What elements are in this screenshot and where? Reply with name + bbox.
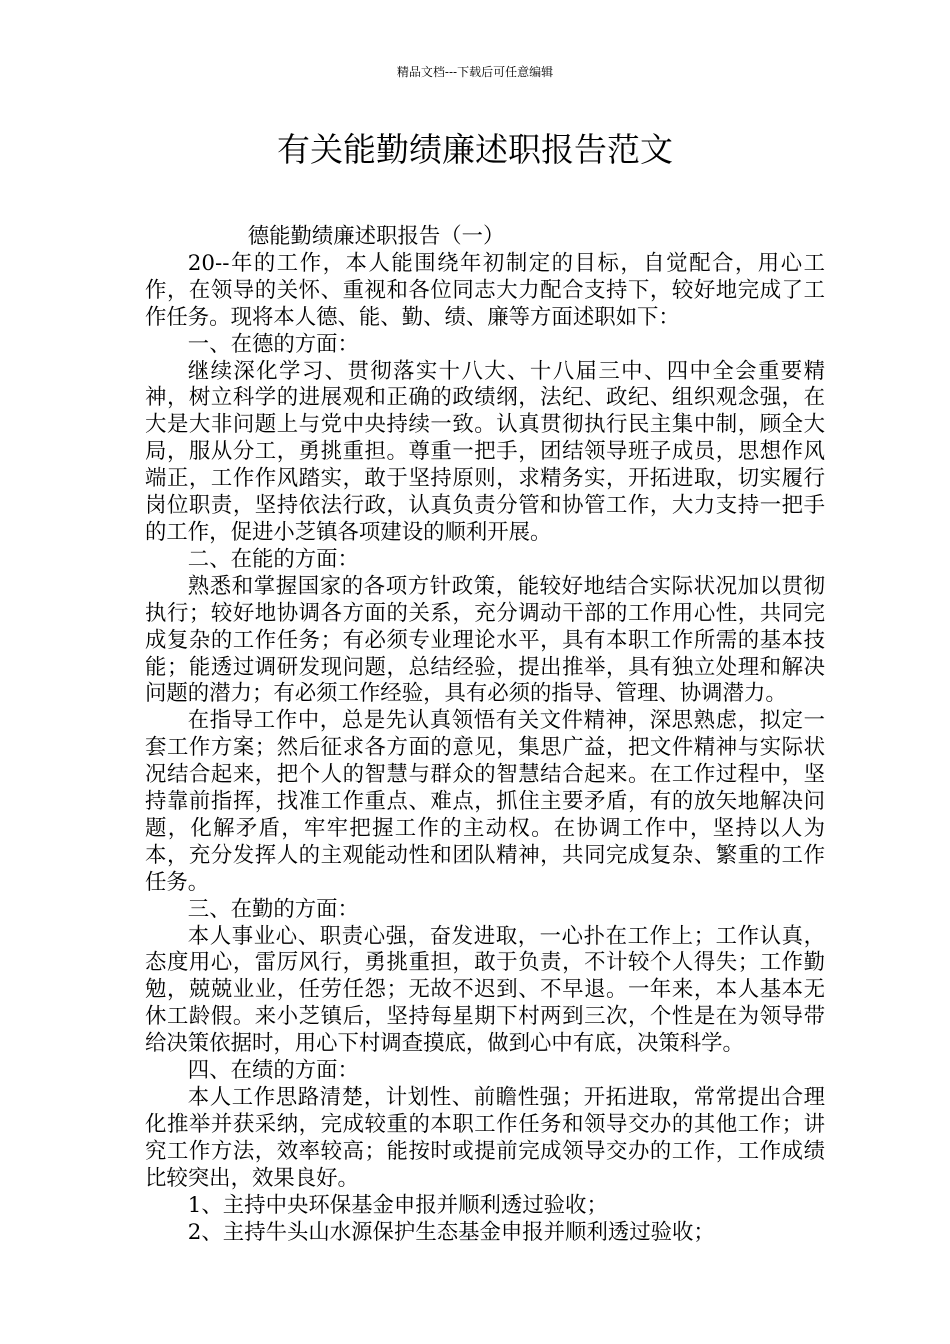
section-heading-qin: 三、在勤的方面： xyxy=(187,896,359,922)
section-heading-de: 一、在德的方面： xyxy=(187,331,359,357)
section-heading-ji: 四、在绩的方面： xyxy=(187,1058,359,1084)
page-header-watermark: 精品文档---下载后可任意编辑 xyxy=(396,65,554,79)
list-item-1: 1、主持中央环保基金申报并顺利透过验收； xyxy=(187,1192,608,1218)
section-heading-neng: 二、在能的方面： xyxy=(187,546,359,572)
paragraph-qin: 本人事业心、职责心强，奋发进取，一心扑在工作上；工作认真，态度用心，雷厉风行，勇挑重担，敢于负责，不计较个人得失；工作勤勉，兢兢业业，任劳任怨；无故不迟到、不早退。一年来，本人基本无休工龄假。来小芝镇后，坚持每星期下村两到三次，个性是在为领导带给决策依据时，用心下村调查摸底，做到心中有底，决策科学。 xyxy=(145,923,825,1057)
paragraph-intro: 20--年的工作，本人能围绕年初制定的目标，自觉配合，用心工作，在领导的关怀、重视和各位同志大力配合支持下，较好地完成了工作任务。现将本人德、能、勤、绩、廉等方面述职如下： xyxy=(145,250,825,330)
document-body xyxy=(145,224,825,1246)
paragraph-neng-1: 熟悉和掌握国家的各项方针政策，能较好地结合实际状况加以贯彻执行；较好地协调各方面的关系，充分调动干部的工作用心性，共同完成复杂的工作任务；有必须专业理论水平，具有本职工作所需的基本技能；能透过调研发现问题，总结经验，提出推举，具有独立处理和解决问题的潜力；有必须工作经验，具有必须的指导、管理、协调潜力。 xyxy=(145,573,825,707)
paragraph-neng-2: 在指导工作中，总是先认真领悟有关文件精神，深思熟虑，拟定一套工作方案；然后征求各方面的意见，集思广益，把文件精神与实际状况结合起来，把个人的智慧与群众的智慧结合起来。在工作过程中，坚持靠前指挥，找准工作重点、难点，抓住主要矛盾，有的放矢地解决问题，化解矛盾，牢牢把握工作的主动权。在协调工作中，坚持以人为本，充分发挥人的主观能动性和团队精神，共同完成复杂、繁重的工作任务。 xyxy=(145,708,825,895)
document-subtitle: 德能勤绩廉述职报告（一） xyxy=(247,224,505,249)
list-item-2: 2、主持牛头山水源保护生态基金申报并顺利透过验收； xyxy=(187,1219,715,1245)
document-title: 有关能勤绩廉述职报告范文 xyxy=(277,130,673,169)
paragraph-ji: 本人工作思路清楚，计划性、前瞻性强；开拓进取，常常提出合理化推举并获采纳，完成较重的本职工作任务和领导交办的其他工作；讲究工作方法，效率较高；能按时或提前完成领导交办的工作，工作成绩比较突出，效果良好。 xyxy=(145,1085,825,1191)
paragraph-de: 继续深化学习、贯彻落实十八大、十八届三中、四中全会重要精神，树立科学的进展观和正确的政绩纲，法纪、政纪、组织观念强，在大是大非问题上与党中央持续一致。认真贯彻执行民主集中制，顾全大局，服从分工，勇挑重担。尊重一把手，团结领导班子成员，思想作风端正，工作作风踏实，敢于坚持原则，求精务实，开拓进取，切实履行岗位职责，坚持依法行政，认真负责分管和协管工作，大力支持一把手的工作，促进小芝镇各项建设的顺利开展。 xyxy=(145,358,825,545)
